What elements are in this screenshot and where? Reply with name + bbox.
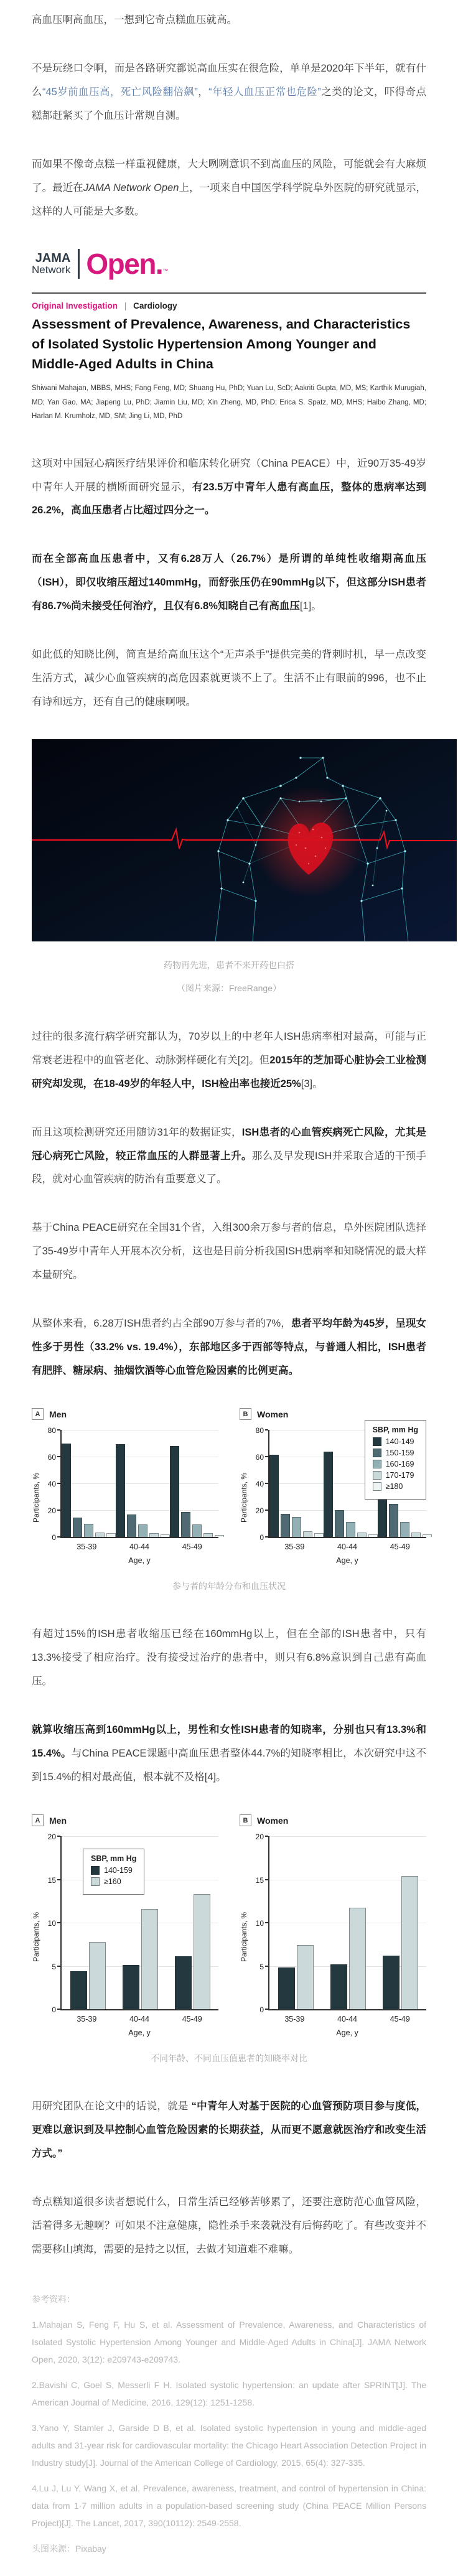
intro-text-1: 高血压啊高血压，一想到它奇点糕血压就高。 bbox=[32, 14, 237, 26]
y-tick-label: 40 bbox=[255, 1480, 264, 1489]
chart-body bbox=[32, 1426, 218, 1566]
references-section bbox=[32, 2290, 426, 2557]
paragraph-11 bbox=[32, 1623, 426, 1694]
y-tick-label: 5 bbox=[259, 1962, 264, 1971]
paragraph-12 bbox=[32, 1719, 426, 1790]
bar-150-159-40-44 bbox=[127, 1514, 136, 1538]
y-tick-mark bbox=[265, 1536, 268, 1538]
x-tick-label: 35-39 bbox=[284, 2015, 305, 2024]
p13-bold: “中青年人对基于医院的心血管预防项目参与度低，更难以意识到及早控制心血管危险因素的长期获益，从而更不愿意就医治疗和改变生活方式。” bbox=[32, 2101, 426, 2160]
intro-text-2-post: 之类的论文，吓得奇点糕都赶紧买了个血压计常规自测。 bbox=[32, 86, 427, 121]
y-tick-mark bbox=[57, 1836, 60, 1837]
y-tick-mark bbox=[57, 1966, 60, 1967]
y-tick-label: 15 bbox=[47, 1875, 56, 1885]
bar-160-169-45-49 bbox=[192, 1524, 202, 1537]
panel-letter: A bbox=[32, 1814, 44, 1826]
bar-≥160-40-44 bbox=[349, 1908, 366, 2009]
legend-label: 140-159 bbox=[104, 1866, 133, 1875]
figure-age-bp-distribution bbox=[32, 1408, 426, 1565]
open-dot: . bbox=[155, 247, 163, 280]
panel-header bbox=[32, 1408, 218, 1420]
intro-text-3-post: 上，一项来自中国医学科学院阜外医院的研究就显示，这样的人可能是大多数。 bbox=[32, 182, 427, 217]
references-label: 参考资料： bbox=[32, 2294, 75, 2305]
legend-entry bbox=[373, 1482, 418, 1491]
chart-body bbox=[240, 1426, 426, 1566]
kicker-category: Original Investigation bbox=[32, 301, 118, 310]
p4-bold: 有23.5万中青年人患有高血压，整体的患病率达到26.2%，高血压患者占比超过四分之一。 bbox=[32, 481, 426, 516]
y-axis-label: Participants, % bbox=[240, 1472, 248, 1523]
reference-item-4: 4.Lu J, Lu Y, Wang X, et al. Prevalence, awareness, treatment, and control of hypertension in China: data from 1·7 million adults in a population-based screening study (China PEACE Million Persons Project)[J]. The Lancet, 2017, 390(10112): 2549-2558. bbox=[32, 2483, 426, 2529]
y-tick-label: 20 bbox=[255, 1832, 264, 1842]
x-tick-row bbox=[60, 1542, 218, 1551]
paragraph-10 bbox=[32, 1312, 426, 1383]
bar-160-169-40-44 bbox=[346, 1522, 355, 1537]
network-word: Network bbox=[32, 264, 71, 276]
bar-group bbox=[170, 1430, 224, 1537]
y-tick-mark bbox=[265, 1879, 268, 1880]
reference-item-1: 1.Mahajan S, Feng F, Hu S, et al. Assessment of Prevalence, Awareness, and Characteristics of Isolated Systolic Hypertension Among Younger and Middle-Aged Adults in China[J]. JAMA Network Open, 2020, 3(12): e209743-e209743. bbox=[32, 2320, 426, 2365]
trademark-symbol: ™ bbox=[162, 267, 169, 274]
chart-body bbox=[240, 1832, 426, 2038]
bar-group bbox=[116, 1430, 170, 1537]
open-word: Open bbox=[86, 247, 156, 280]
legend-swatch bbox=[373, 1460, 381, 1468]
x-tick-label: 40-44 bbox=[129, 1542, 149, 1552]
bar-≥180-35-39 bbox=[314, 1533, 324, 1537]
legend-entry bbox=[373, 1471, 418, 1480]
hero-credit: （图片来源：FreeRange） bbox=[176, 983, 282, 994]
bar-140-159-40-44 bbox=[123, 1965, 139, 2009]
bar-group bbox=[269, 1430, 324, 1537]
legend-swatch bbox=[91, 1877, 100, 1886]
paper-authors: Shiwani Mahajan, MBBS, MHS; Fang Feng, MD; Shuang Hu, PhD; Yuan Lu, ScD; Aakriti Gupta, MD, MS; Karthik Murugiah, MD; Yan Gao, MA; Jiapeng Lu, PhD; Jiamin Liu, MD; Xin Zheng, MD, PhD; Erica S. Spatz, MD, MHS; Haibo Zhang, MD; Harlan M. Krumholz, MD, SM; Jing Li, MD, PhD bbox=[32, 385, 426, 421]
panel-header bbox=[240, 1814, 426, 1826]
paragraph-intro-1 bbox=[32, 9, 426, 32]
y-tick-mark bbox=[57, 1429, 60, 1430]
header-rule bbox=[32, 292, 426, 294]
paragraph-4 bbox=[32, 452, 426, 523]
bar-chart-men-bp-distribution bbox=[32, 1408, 218, 1565]
y-tick-mark bbox=[265, 1456, 268, 1457]
p7-bold: 2015年的芝加哥心脏协会工业检测研究却发现，在18-49岁的年轻人中，ISH检出率也接近25% bbox=[32, 1054, 426, 1090]
bar-chart-men-awareness bbox=[32, 1814, 218, 2037]
paragraph-5 bbox=[32, 548, 426, 618]
x-tick-label: 45-49 bbox=[390, 1542, 410, 1552]
bar-≥180-40-44 bbox=[368, 1534, 378, 1537]
bar-≥160-35-39 bbox=[297, 1945, 314, 2009]
jama-network-open-logo bbox=[32, 249, 426, 279]
y-tick-label: 20 bbox=[47, 1832, 56, 1842]
paragraph-7 bbox=[32, 1025, 426, 1096]
y-axis-label: Participants, % bbox=[240, 1911, 248, 1962]
bar-≥180-45-49 bbox=[423, 1534, 432, 1537]
x-tick-row bbox=[268, 2015, 426, 2023]
bar-150-159-35-39 bbox=[281, 1514, 290, 1537]
p13-pre: 用研究团队在论文中的话说，就是 bbox=[32, 2101, 192, 2112]
hero-image-heart-ecg bbox=[32, 739, 426, 941]
paper-title: Assessment of Prevalence, Awareness, and Characteristics of Isolated Systolic Hypertension Among Younger and Middle-Aged Adults in China bbox=[32, 316, 411, 372]
legend-label: 140-149 bbox=[385, 1437, 414, 1447]
bar-150-159-40-44 bbox=[335, 1510, 344, 1537]
bar-≥160-45-49 bbox=[401, 1876, 418, 2009]
y-tick-mark bbox=[265, 1966, 268, 1967]
figure1-caption: 参与者的年龄分布和血压状况 bbox=[172, 1581, 286, 1592]
y-tick-label: 40 bbox=[47, 1480, 56, 1489]
x-axis-label: Age, y bbox=[336, 2028, 358, 2038]
paragraph-9 bbox=[32, 1216, 426, 1287]
jama-word: JAMA bbox=[35, 251, 71, 265]
bar-group bbox=[322, 1836, 374, 2009]
legend-label: ≥160 bbox=[104, 1877, 121, 1887]
panel-title: Men bbox=[49, 1815, 67, 1826]
x-tick-label: 45-49 bbox=[182, 1542, 202, 1552]
figure2-caption: 不同年龄、不同血压值患者的知晓率对比 bbox=[151, 2053, 307, 2064]
y-tick-label: 10 bbox=[47, 1919, 56, 1928]
p12-bold: 就算收缩压高到160mmHg以上，男性和女性ISH患者的知晓率，分别也只有13.3%和15.4%。 bbox=[32, 1724, 426, 1760]
bar-group bbox=[269, 1836, 322, 2009]
y-tick-mark bbox=[265, 1510, 268, 1511]
reference-item-2: 2.Bavishi C, Goel S, Messerli F H. Isolated systolic hypertension: an update after SPRINT[J]. The American Journal of Medicine, 2016, 129(12): 1251-1258. bbox=[32, 2380, 426, 2408]
chart-legend bbox=[83, 1849, 144, 1895]
legend-title: SBP, mm Hg bbox=[91, 1854, 137, 1864]
panel-letter: B bbox=[240, 1814, 251, 1826]
legend-label: 160-169 bbox=[385, 1460, 414, 1469]
paragraph-intro-2 bbox=[32, 57, 426, 128]
y-tick-mark bbox=[265, 1429, 268, 1430]
bar-group bbox=[374, 1836, 426, 2009]
panel-letter: B bbox=[240, 1408, 251, 1420]
legend-entry bbox=[373, 1449, 418, 1457]
panel-header bbox=[32, 1814, 218, 1826]
x-tick-label: 35-39 bbox=[284, 1542, 305, 1552]
bar-group bbox=[166, 1836, 218, 2009]
bar-≥160-45-49 bbox=[194, 1894, 210, 2009]
p9-text: 基于China PEACE研究在全国31个省，入组300余万参与者的信息，阜外医院团队选择了35-49岁中青年人开展本次分析，这也是目前分析我国ISH患病率和知晓情况的最大样本量研究。 bbox=[32, 1222, 426, 1281]
link-article-before-45[interactable]: “45岁前血压高，死亡风险翻倍飙” bbox=[42, 86, 198, 98]
plot-area bbox=[255, 1832, 426, 2015]
y-tick-mark bbox=[265, 1483, 268, 1484]
bar-140-159-45-49 bbox=[383, 1956, 400, 2009]
x-tick-row bbox=[268, 1542, 426, 1551]
y-tick-mark bbox=[57, 2009, 60, 2010]
chart-body bbox=[32, 1832, 218, 2038]
p5-post: [1]。 bbox=[299, 600, 322, 612]
chart-legend bbox=[365, 1420, 426, 1500]
y-tick-mark bbox=[265, 1922, 268, 1923]
article-kicker bbox=[32, 301, 426, 310]
x-tick-label: 40-44 bbox=[129, 2015, 149, 2024]
jama-network-wordmark bbox=[32, 252, 70, 276]
y-tick-label: 20 bbox=[47, 1506, 56, 1516]
y-tick-label: 0 bbox=[259, 1533, 264, 1542]
y-tick-mark bbox=[57, 1879, 60, 1880]
y-tick-mark bbox=[265, 2009, 268, 2010]
panel-title: Men bbox=[49, 1409, 67, 1419]
y-tick-label: 0 bbox=[52, 2005, 56, 2015]
bar-chart-women-bp-distribution bbox=[240, 1408, 426, 1565]
x-tick-row bbox=[60, 2015, 218, 2023]
p4-pre: 这项对中国冠心病医疗结果评价和临床转化研究（China PEACE）中，近90万35-49岁中青年人开展的横断面研究显示， bbox=[32, 457, 426, 493]
intro-text-2-pre: 不是玩绕口令啊，而是各路研究都说高血压实在很危险，单单是2020年下半年，就有什么 bbox=[32, 62, 426, 98]
p10-bold: 患者平均年龄为45岁，呈现女性多于男性（33.2% vs. 19.4%），东部地区多于西部等特点，与普通人相比，ISH患者有肥胖、糖尿病、抽烟饮酒等心血管危险因素的比例更高。 bbox=[32, 1318, 426, 1377]
y-tick-label: 60 bbox=[255, 1453, 264, 1462]
bar-170-179-45-49 bbox=[411, 1533, 421, 1537]
plot-area bbox=[47, 1426, 218, 1542]
p14-text: 奇点糕知道很多读者想说什么，日常生活已经够苦够累了，还要注意防范心血管风险，活着得多无趣啊？可如果不注意健康，隐性杀手来袭就没有后悔药吃了。有些改变并不需要移山填海，需要的是持之以恒，去做才知道难不难嘛。 bbox=[32, 2196, 426, 2256]
bar-140-159-45-49 bbox=[175, 1956, 192, 2009]
y-tick-label: 10 bbox=[255, 1919, 264, 1928]
y-tick-label: 0 bbox=[52, 1533, 56, 1542]
y-tick-label: 0 bbox=[259, 2005, 264, 2015]
y-tick-label: 15 bbox=[255, 1875, 264, 1885]
x-tick-label: 45-49 bbox=[182, 2015, 202, 2024]
legend-entry bbox=[91, 1877, 136, 1886]
y-tick-mark bbox=[57, 1536, 60, 1538]
y-tick-mark bbox=[57, 1483, 60, 1484]
panel-title: Women bbox=[257, 1815, 289, 1826]
x-tick-label: 35-39 bbox=[77, 2015, 97, 2024]
intro-text-3-pre: 而如果不像奇点糕一样重视健康，大大咧咧意识不到高血压的风险，可能就会有大麻烦了。最近在 bbox=[32, 158, 426, 194]
legend-entry bbox=[373, 1460, 418, 1468]
bar-160-169-35-39 bbox=[292, 1517, 301, 1537]
y-axis-label: Participants, % bbox=[32, 1911, 40, 1962]
bar-150-159-45-49 bbox=[389, 1504, 398, 1537]
bar-170-179-35-39 bbox=[95, 1533, 105, 1537]
p8-pre: 而且这项检测研究还用随访31年的数据证实， bbox=[32, 1126, 242, 1138]
bar-140-159-35-39 bbox=[70, 1971, 87, 2009]
paragraph-13 bbox=[32, 2095, 426, 2166]
paragraph-14 bbox=[32, 2191, 426, 2262]
legend-title: SBP, mm Hg bbox=[372, 1426, 418, 1435]
paragraph-6 bbox=[32, 643, 426, 714]
bar-≥180-35-39 bbox=[106, 1533, 116, 1537]
plot-area-wrap bbox=[47, 1832, 218, 2038]
x-tick-label: 40-44 bbox=[337, 2015, 357, 2024]
x-axis-label: Age, y bbox=[336, 1556, 358, 1566]
p11-text: 有超过15%的ISH患者收缩压已经在160mmHg以上，但在全部的ISH患者中，只有13.3%接受了相应治疗。没有接受过治疗的患者中，则只有6.8%意识到自己患有高血压。 bbox=[32, 1628, 426, 1687]
bar-140-159-35-39 bbox=[278, 1967, 295, 2009]
bar-≥180-45-49 bbox=[215, 1535, 224, 1537]
panel-letter: A bbox=[32, 1408, 44, 1420]
logo-divider-bar bbox=[78, 249, 80, 279]
y-tick-mark bbox=[57, 1510, 60, 1511]
x-tick-label: 35-39 bbox=[77, 1542, 97, 1552]
bar-150-159-35-39 bbox=[73, 1518, 82, 1537]
bar-140-149-40-44 bbox=[116, 1444, 125, 1537]
plot-area-wrap bbox=[255, 1832, 426, 2038]
bar-group bbox=[62, 1430, 116, 1537]
bar-≥160-35-39 bbox=[89, 1942, 106, 2009]
y-tick-mark bbox=[57, 1456, 60, 1457]
y-tick-label: 5 bbox=[52, 1962, 56, 1971]
bar-≥180-40-44 bbox=[161, 1534, 170, 1537]
p12-post: 与China PEACE课题中高血压患者整体44.7%的知晓率相比，本次研究中这不到15.4%的相对最高值，根本就不及格[4]。 bbox=[32, 1748, 426, 1783]
journal-name: JAMA Network Open bbox=[83, 182, 179, 194]
p7-post: [3]。 bbox=[301, 1078, 323, 1090]
bar-150-159-45-49 bbox=[181, 1512, 190, 1537]
x-axis-label: Age, y bbox=[128, 1556, 151, 1566]
bar-140-149-40-44 bbox=[324, 1452, 333, 1537]
bar-170-179-40-44 bbox=[357, 1533, 367, 1537]
p8-bold: ISH患者的心血管疾病死亡风险，尤其是冠心病死亡风险，较正常血压的人群显著上升。 bbox=[32, 1126, 426, 1162]
x-tick-label: 45-49 bbox=[390, 2015, 410, 2024]
paragraph-intro-3 bbox=[32, 153, 426, 224]
p10-pre: 从整体来看，6.28万ISH患者约占全部90万参与者的7%， bbox=[32, 1318, 291, 1330]
bar-≥160-40-44 bbox=[141, 1909, 158, 2009]
image-credit-footer: 头图来源：Pixabay bbox=[32, 2544, 106, 2554]
x-tick-label: 40-44 bbox=[337, 1542, 357, 1552]
reference-item-3: 3.Yano Y, Stamler J, Garside D B, et al. Isolated systolic hypertension in young and middle-aged adults and 31-year risk for cardiovascular mortality: the Chicago Heart Association Detection Project in Industry study[J]. Journal of the American College of Cardiology, 2015, 65(4): 327-335. bbox=[32, 2423, 426, 2468]
bar-groups bbox=[62, 1430, 218, 1537]
legend-swatch bbox=[91, 1866, 100, 1875]
legend-swatch bbox=[373, 1471, 381, 1480]
hero-caption: 药物再先进，患者不来开药也白搭 bbox=[164, 960, 294, 971]
y-tick-mark bbox=[57, 1922, 60, 1923]
y-tick-label: 80 bbox=[47, 1426, 56, 1435]
bar-170-179-40-44 bbox=[149, 1533, 159, 1537]
figure-awareness-comparison bbox=[32, 1814, 426, 2037]
y-axis-label: Participants, % bbox=[32, 1472, 40, 1523]
bar-chart-women-awareness bbox=[240, 1814, 426, 2037]
kicker-separator: | bbox=[124, 301, 127, 310]
intro-text-2-mid: ， bbox=[197, 86, 209, 98]
p8-post: 那么及早发现ISH并采取合适的干预手段，就对心血管疾病的防治有重要意义了。 bbox=[32, 1150, 427, 1185]
p7-pre: 过往的很多流行病学研究都认为，70岁以上的中老年人ISH患病率相对最高，可能与正常衰老进程中的血管老化、动脉粥样硬化有关[2]。但 bbox=[32, 1030, 426, 1066]
p5-bold: 而在全部高血压患者中，又有6.28万人（26.7%）是所谓的单纯性收缩期高血压（ISH），即仅收缩压超过140mmHg，而舒张压仍在90mmHg以下，但这部分ISH患者有86.7%尚未接受任何治疗，且仅有6.8%知晓自己有高血压 bbox=[32, 553, 426, 612]
y-tick-label: 60 bbox=[47, 1453, 56, 1462]
plot-area-wrap bbox=[255, 1426, 426, 1566]
legend-label: ≥180 bbox=[385, 1482, 403, 1491]
x-axis-label: Age, y bbox=[128, 2028, 151, 2038]
y-tick-label: 80 bbox=[255, 1426, 264, 1435]
open-wordmark bbox=[86, 247, 169, 280]
panel-title: Women bbox=[257, 1409, 289, 1419]
legend-entry bbox=[373, 1437, 418, 1446]
bar-140-159-40-44 bbox=[330, 1964, 347, 2009]
kicker-field: Cardiology bbox=[133, 301, 177, 310]
bar-160-169-40-44 bbox=[138, 1524, 147, 1537]
legend-entry bbox=[91, 1866, 136, 1875]
legend-label: 150-159 bbox=[385, 1449, 414, 1458]
paragraph-8 bbox=[32, 1121, 426, 1192]
bar-140-149-45-49 bbox=[170, 1446, 179, 1537]
panel-header bbox=[240, 1408, 426, 1420]
bar-140-149-35-39 bbox=[62, 1444, 71, 1537]
legend-label: 170-179 bbox=[385, 1471, 414, 1480]
plot-area-wrap bbox=[47, 1426, 218, 1566]
bar-groups bbox=[269, 1836, 426, 2009]
legend-swatch bbox=[373, 1482, 381, 1491]
hero-illustration-svg bbox=[32, 739, 457, 941]
bar-160-169-35-39 bbox=[84, 1524, 93, 1537]
legend-swatch bbox=[373, 1449, 381, 1457]
y-tick-label: 20 bbox=[255, 1506, 264, 1516]
bar-160-169-45-49 bbox=[400, 1522, 409, 1537]
bar-140-149-35-39 bbox=[269, 1455, 279, 1537]
bar-170-179-35-39 bbox=[303, 1531, 312, 1537]
jama-citation-block bbox=[32, 249, 426, 424]
y-tick-mark bbox=[265, 1836, 268, 1837]
legend-swatch bbox=[373, 1437, 381, 1446]
bar-170-179-45-49 bbox=[203, 1533, 213, 1537]
link-article-young-normal-bp[interactable]: “年轻人血压正常也危险” bbox=[208, 86, 321, 98]
p6-text: 如此低的知晓比例，简直是给高血压这个“无声杀手”提供完美的背刺时机，早一点改变生活方式，减少心血管疾病的高危因素就更谈不上了。生活不止有眼前的996，也不止有诗和远方，还有自己的健康啊喂。 bbox=[32, 649, 426, 708]
